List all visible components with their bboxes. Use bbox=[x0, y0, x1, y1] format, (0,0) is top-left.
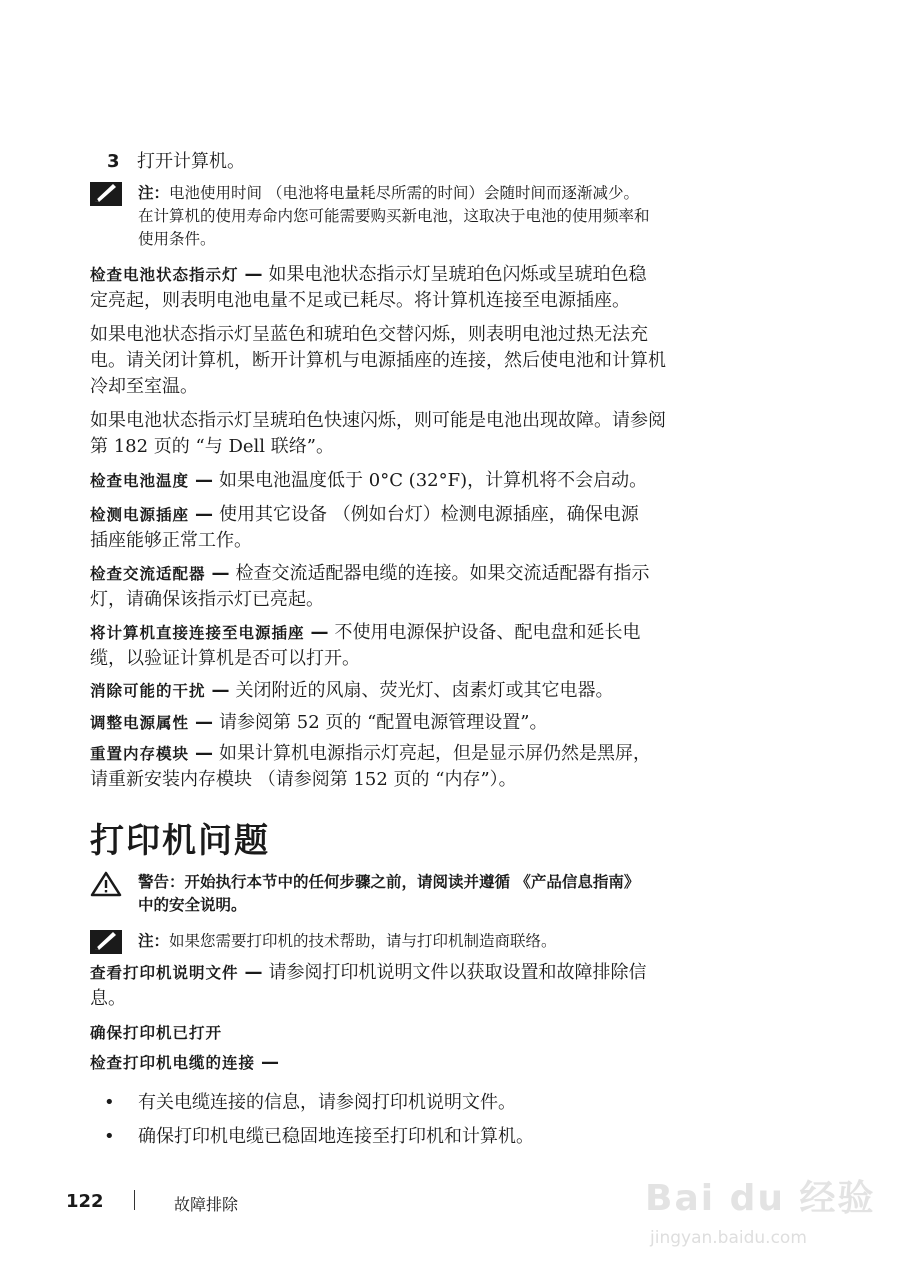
item-title: 重置内存模块 bbox=[90, 745, 190, 763]
item-title: 检查电池温度 bbox=[90, 472, 190, 490]
item-text: 不使用电源保护设备、配电盘和延长电 bbox=[334, 622, 641, 643]
watermark-logo: Bai du 经验 bbox=[645, 1178, 876, 1219]
list-item: • 确保打印机电缆已稳固地连接至打印机和计算机。 bbox=[104, 1124, 534, 1150]
bullet-icon: • bbox=[104, 1092, 115, 1113]
warning-block: 警告：开始执行本节中的任何步骤之前，请阅读并遵循 《产品信息指南》 中的安全说明。 bbox=[90, 871, 780, 917]
page-number: 122 bbox=[66, 1191, 104, 1212]
item-title: 检查交流适配器 bbox=[90, 565, 206, 583]
test-outlet-item: 检测电源插座 — 使用其它设备 （例如台灯）检测电源插座，确保电源 插座能够正常工作。 bbox=[90, 504, 639, 551]
item-text: 使用其它设备 （例如台灯）检测电源插座，确保电源 bbox=[219, 504, 639, 525]
watermark-url: jingyan.baidu.com bbox=[650, 1228, 807, 1248]
item-text: 如果电池温度低于 0°C (32°F)，计算机将不会启动。 bbox=[219, 470, 648, 491]
footer-divider bbox=[134, 1190, 135, 1210]
note-line-1: 电池使用时间 （电池将电量耗尽所需的时间）会随时间而逐渐减少。 bbox=[169, 184, 639, 202]
battery-overheat-paragraph: 如果电池状态指示灯呈蓝色和琥珀色交替闪烁，则表明电池过热无法充 电。请关闭计算机，断开计算机与电源插座的连接，然后使电池和计算机 冷却至室温。 bbox=[90, 324, 666, 397]
direct-connect-item: 将计算机直接连接至电源插座 — 不使用电源保护设备、配电盘和延长电 缆，以验证计算机是否可以打开。 bbox=[90, 622, 641, 669]
item-text: 如果电池状态指示灯呈琥珀色闪烁或呈琥珀色稳 bbox=[268, 264, 647, 285]
warning-label: 警告： bbox=[138, 873, 185, 891]
item-title: 检测电源插座 bbox=[90, 506, 190, 524]
warning-triangle-icon bbox=[90, 871, 122, 897]
interference-item: 消除可能的干扰 — 关闭附近的风扇、荧光灯、卤素灯或其它电器。 bbox=[90, 680, 614, 701]
printer-docs-item: 查看打印机说明文件 — 请参阅打印机说明文件以获取设置和故障排除信 息。 bbox=[90, 962, 647, 1009]
item-title: 查看打印机说明文件 bbox=[90, 964, 239, 982]
item-title: 消除可能的干扰 bbox=[90, 682, 206, 700]
printer-cable-item: 检查打印机电缆的连接 — bbox=[90, 1052, 280, 1073]
footer-section: 故障排除 bbox=[174, 1195, 239, 1214]
memory-item: 重置内存模块 — 如果计算机电源指示灯亮起，但是显示屏仍然是黑屏， 请重新安装内存模块 （请参阅第 152 页的 “内存”）。 bbox=[90, 743, 652, 790]
section-title: 打印机问题 bbox=[90, 821, 270, 861]
note-battery-life bbox=[90, 182, 780, 251]
item-title: 确保打印机已打开 bbox=[90, 1024, 223, 1042]
printer-on-item bbox=[90, 1020, 780, 1046]
note-pencil-icon bbox=[90, 182, 122, 206]
list-item: • 有关电缆连接的信息，请参阅打印机说明文件。 bbox=[104, 1090, 516, 1116]
item-text: 关闭附近的风扇、荧光灯、卤素灯或其它电器。 bbox=[235, 680, 614, 701]
battery-fault-paragraph: 如果电池状态指示灯呈琥珀色快速闪烁，则可能是电池出现故障。请参阅 第 182 页的 “与 Dell 联络”。 bbox=[90, 410, 666, 457]
item-text-cont: 定亮起，则表明电池电量不足或已耗尽。将计算机连接至电源插座。 bbox=[90, 290, 630, 311]
item-text: 如果计算机电源指示灯亮起，但是显示屏仍然是黑屏， bbox=[219, 743, 652, 764]
note-printer-help: 注：如果您需要打印机的技术帮助，请与打印机制造商联络。 bbox=[90, 930, 780, 953]
note-line-2: 在计算机的使用寿命内您可能需要购买新电池，这取决于电池的使用频率和 bbox=[138, 207, 650, 225]
power-props-item: 调整电源属性 — 请参阅第 52 页的 “配置电源管理设置”。 bbox=[90, 712, 548, 733]
watermark bbox=[640, 1150, 890, 1270]
item-title: 调整电源属性 bbox=[90, 714, 190, 732]
item-text: 检查交流适配器电缆的连接。如果交流适配器有指示 bbox=[235, 563, 650, 584]
step-3 bbox=[107, 150, 245, 174]
ac-adapter-item: 检查交流适配器 — 检查交流适配器电缆的连接。如果交流适配器有指示 灯，请确保该指示灯已亮起。 bbox=[90, 563, 650, 610]
battery-temp-item: 检查电池温度 — 如果电池温度低于 0°C (32°F)，计算机将不会启动。 bbox=[90, 470, 648, 491]
item-title: 将计算机直接连接至电源插座 bbox=[90, 624, 305, 642]
item-title: 检查打印机电缆的连接 bbox=[90, 1054, 256, 1072]
battery-status-item: 检查电池状态指示灯 — 如果电池状态指示灯呈琥珀色闪烁或呈琥珀色稳 定亮起，则表明电池电量不足或已耗尽。将计算机连接至电源插座。 bbox=[90, 262, 780, 314]
item-text: 请参阅第 52 页的 “配置电源管理设置”。 bbox=[219, 712, 548, 733]
bullet-icon: • bbox=[104, 1126, 115, 1147]
note-label: 注： bbox=[138, 932, 170, 950]
step-number: 3 bbox=[107, 151, 120, 172]
step-text: 打开计算机。 bbox=[137, 151, 245, 172]
note-pencil-icon bbox=[90, 930, 122, 954]
note-line-3: 使用条件。 bbox=[138, 230, 216, 248]
item-title: 检查电池状态指示灯 bbox=[90, 266, 239, 284]
note-label: 注： bbox=[138, 184, 170, 202]
item-text: 请参阅打印机说明文件以获取设置和故障排除信 bbox=[268, 962, 647, 983]
